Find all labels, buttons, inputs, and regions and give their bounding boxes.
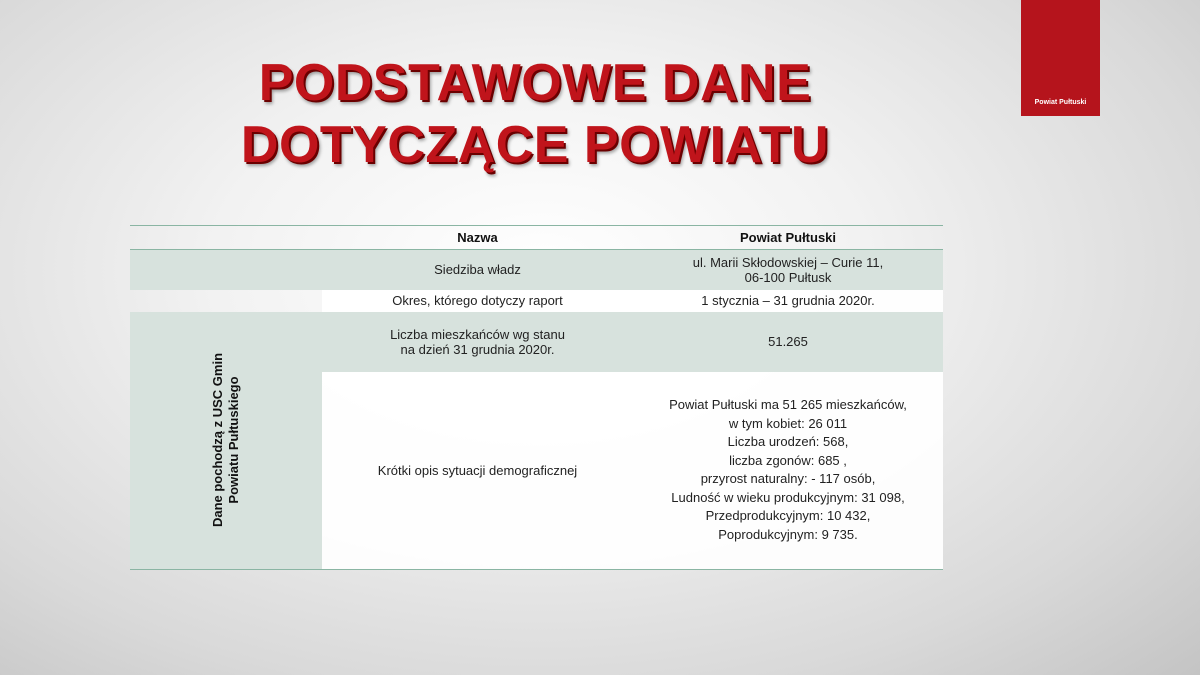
demographic-line: Liczba urodzeń: 568, [727,434,849,450]
demographic-line: Powiat Pułtuski ma 51 265 mieszkańców, [669,397,907,413]
demographic-line: liczba zgonów: 685 , [729,452,847,468]
demographic-line: w tym kobiet: 26 011 [728,415,848,431]
demographic-line: Poprodukcyjnym: 9 735. [718,526,858,542]
row-spacer-cell [130,290,322,312]
brand-label: Powiat Pułtuski [1034,99,1087,106]
row-label: Krótki opis sytuacji demograficznej [322,372,633,570]
header-name: Nazwa [457,230,498,245]
address-line-1: ul. Marii Skłodowskiej – Curie 11, [692,254,884,270]
slide-title [205,52,865,176]
brand-tab [1021,0,1100,116]
table-header-row [130,226,943,250]
row-value: 1 stycznia – 31 grudnia 2020r. [633,290,943,312]
row-value [633,372,943,570]
demographic-line: Ludność w wieku produkcyjnym: 31 098, [671,489,905,505]
row-label: Siedziba władz [434,262,521,278]
title-line-2: DOTYCZĄCE POWIATU [240,116,830,174]
demographic-line: Przedprodukcyjnym: 10 432, [705,508,871,524]
title-line-1: PODSTAWOWE DANE [258,54,812,112]
row-label [322,312,633,372]
address-line-2: 06-100 Pułtusk [744,269,832,285]
row-spacer-cell [130,250,322,290]
side-label-cell [130,312,322,570]
data-table [130,225,943,570]
header-empty-cell [130,226,322,250]
side-label-line-1: Dane pochodzą z USC Gmin [210,353,225,528]
population-label-line-1: Liczba mieszkańców wg stanu [390,326,565,342]
table-row [130,290,943,312]
population-label-line-2: na dzień 31 grudnia 2020r. [400,341,555,357]
demographic-line: przyrost naturalny: - 117 osób, [700,471,876,487]
row-value [633,250,943,290]
table-row [130,250,943,290]
row-label: Okres, którego dotyczy raport [322,290,633,312]
row-value: 51.265 [768,334,808,349]
table-row [130,312,943,372]
side-label-line-2: Powiatu Pułtuskiego [226,376,241,504]
side-label [210,353,242,527]
header-county: Powiat Pułtuski [739,230,837,245]
